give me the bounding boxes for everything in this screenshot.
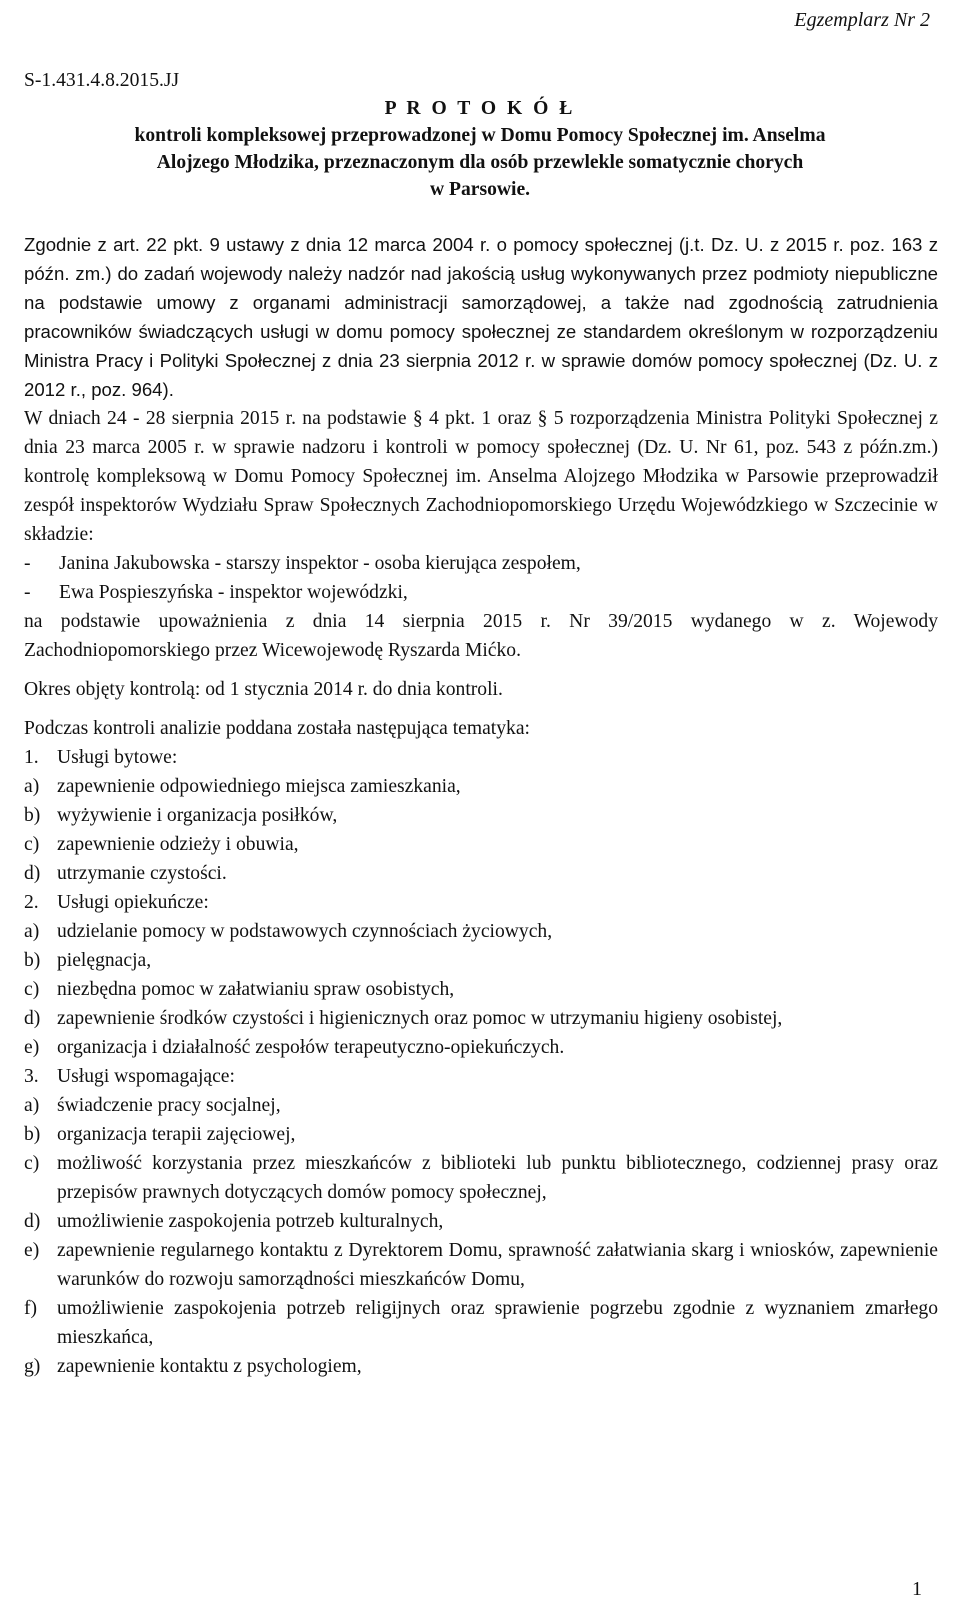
list-item-text: zapewnienie regularnego kontaktu z Dyrektorem Domu, sprawność załatwiania skarg i wniosków, zapewnienie warunków do rozwoju samorządności mieszkańców Domu, — [57, 1240, 938, 1290]
section-title: Usługi opiekuńcze: — [57, 892, 209, 913]
list-item-text: umożliwienie zaspokojenia potrzeb kulturalnych, — [57, 1211, 444, 1232]
list-item-text: zapewnienie kontaktu z psychologiem, — [57, 1356, 362, 1377]
list-marker: a) — [24, 921, 40, 942]
list-marker: c) — [24, 1153, 40, 1174]
list-item — [24, 1352, 938, 1381]
section-sign: § — [412, 408, 423, 429]
legal-basis-paragraph — [24, 230, 938, 404]
section-title: Usługi wspomagające: — [57, 1066, 235, 1087]
list-marker: b) — [24, 950, 41, 971]
list-marker: - — [24, 553, 31, 574]
section-heading — [24, 1062, 938, 1091]
list-item-text: udzielanie pomocy w podstawowych czynnościach życiowych, — [57, 921, 553, 942]
title-protocol: P R O T O K Ó Ł — [384, 98, 576, 119]
case-reference: S-1.431.4.8.2015.JJ — [24, 70, 180, 91]
list-item — [24, 772, 938, 801]
list-marker: e) — [24, 1240, 40, 1261]
section-heading — [24, 888, 938, 917]
team-member-item — [24, 578, 938, 607]
list-item — [24, 1236, 938, 1294]
list-item-text: umożliwienie zaspokojenia potrzeb religijnych oraz sprawienie pogrzebu zgodnie z wyznaniem zmarłego mieszkańca, — [57, 1298, 938, 1348]
section-number: 1. — [24, 747, 39, 768]
section-title: Usługi bytowe: — [57, 747, 178, 768]
list-item-text: niezbędna pomoc w załatwianiu spraw osobistych, — [57, 979, 455, 1000]
team-member-text: Janina Jakubowska - starszy inspektor - osoba kierująca zespołem, — [59, 553, 581, 574]
list-item-text: zapewnienie odzieży i obuwia, — [57, 834, 299, 855]
inspection-text-part-3: 5 rozporządzenia Ministra Polityki Społecznej z dnia 23 marca 2005 r. w sprawie nadzoru i kontroli w pomocy społecznej (Dz. U. Nr 61, poz. 543 z późn.zm.) kontrolę kompleksową w Domu Pomocy Społecznej im. Anselma Alojzego Młodzika w Parsowie przeprowadził zespół inspektorów Wydziału Spraw Społecznych Zachodniopomorskiego Urzędu Wojewódzkiego w Szczecinie w składzie: — [24, 408, 938, 545]
list-item — [24, 1149, 938, 1207]
document-body — [24, 230, 938, 1381]
team-member-item — [24, 549, 938, 578]
list-marker: c) — [24, 979, 40, 1000]
list-item-text: pielęgnacja, — [57, 950, 152, 971]
list-item — [24, 1091, 938, 1120]
list-marker: - — [24, 582, 31, 603]
inspection-text-part-2: 4 pkt. 1 oraz — [422, 408, 538, 429]
topics-intro: Podczas kontroli analizie poddana została następująca tematyka: — [24, 718, 530, 739]
list-item — [24, 946, 938, 975]
list-item-text: świadczenie pracy socjalnej, — [57, 1095, 281, 1116]
legal-basis-text: Zgodnie z art. 22 pkt. 9 ustawy z dnia 12 marca 2004 r. o pomocy społecznej (j.t. Dz. U. z 2015 r. poz. 163 z późn. zm.) do zadań wojewody należy nadzór nad jakością usług wykonywanych przez podmioty niepubliczne na podstawie umowy z organami administracji samorządowej, a także nad zgodnością zatrudnienia pracowników świadczących usługi w domu pomocy społecznej ze standardem określonym w rozporządzeniu Ministra Pracy i Polityki Społecznej z dnia 23 sierpnia 2012 r. w sprawie domów pomocy społecznej (Dz. U. z 2012 r., poz. 964). — [24, 234, 938, 400]
list-marker: d) — [24, 1008, 41, 1029]
list-marker: f) — [24, 1298, 38, 1319]
list-item — [24, 830, 938, 859]
title-line-3: Alojzego Młodzika, przeznaczonym dla osób przewlekle somatycznie chorych — [156, 152, 804, 173]
inspection-period: Okres objęty kontrolą: od 1 stycznia 2014 r. do dnia kontroli. — [24, 679, 503, 700]
list-item-text: zapewnienie odpowiedniego miejsca zamieszkania, — [57, 776, 461, 797]
list-item-text: możliwość korzystania przez mieszkańców z biblioteki lub punktu bibliotecznego, codziennej prasy oraz przepisów prawnych dotyczących domów pomocy społecznej, — [57, 1153, 938, 1203]
section-heading — [24, 743, 938, 772]
section-number: 3. — [24, 1066, 39, 1087]
list-item — [24, 1033, 938, 1062]
list-marker: c) — [24, 834, 40, 855]
copy-number-note: Egzemplarz Nr 2 — [794, 9, 930, 31]
section-number: 2. — [24, 892, 39, 913]
list-marker: d) — [24, 1211, 41, 1232]
inspection-paragraph — [24, 404, 938, 549]
list-marker: e) — [24, 1037, 40, 1058]
team-member-text: Ewa Pospieszyńska - inspektor wojewódzki, — [59, 582, 408, 603]
list-item-text: wyżywienie i organizacja posiłków, — [57, 805, 338, 826]
list-item — [24, 1120, 938, 1149]
title-line-2: kontroli kompleksowej przeprowadzonej w Domu Pomocy Społecznej im. Anselma — [134, 125, 826, 146]
list-item-text: organizacja terapii zajęciowej, — [57, 1124, 296, 1145]
list-item-text: zapewnienie środków czystości i higienicznych oraz pomoc w utrzymaniu higieny osobistej, — [57, 1008, 783, 1029]
list-item — [24, 1207, 938, 1236]
page-number: 1 — [912, 1578, 922, 1600]
document-title — [0, 95, 960, 203]
title-line-4: w Parsowie. — [429, 179, 531, 200]
list-item — [24, 801, 938, 830]
list-item-text: organizacja i działalność zespołów terapeutyczno-opiekuńczych. — [57, 1037, 565, 1058]
list-item-text: utrzymanie czystości. — [57, 863, 227, 884]
list-marker: b) — [24, 805, 41, 826]
list-marker: b) — [24, 1124, 41, 1145]
list-marker: g) — [24, 1356, 41, 1377]
list-item — [24, 859, 938, 888]
list-item — [24, 975, 938, 1004]
list-marker: a) — [24, 1095, 40, 1116]
list-marker: a) — [24, 776, 40, 797]
list-item — [24, 917, 938, 946]
section-sign: § — [537, 408, 548, 429]
inspection-text-part-1: W dniach 24 - 28 sierpnia 2015 r. na podstawie — [24, 408, 413, 429]
list-item — [24, 1004, 938, 1033]
authorization-paragraph: na podstawie upoważnienia z dnia 14 sierpnia 2015 r. Nr 39/2015 wydanego w z. Wojewody Zachodniopomorskiego przez Wicewojewodę Ryszarda Mićko. — [24, 611, 938, 661]
list-item — [24, 1294, 938, 1352]
list-marker: d) — [24, 863, 41, 884]
